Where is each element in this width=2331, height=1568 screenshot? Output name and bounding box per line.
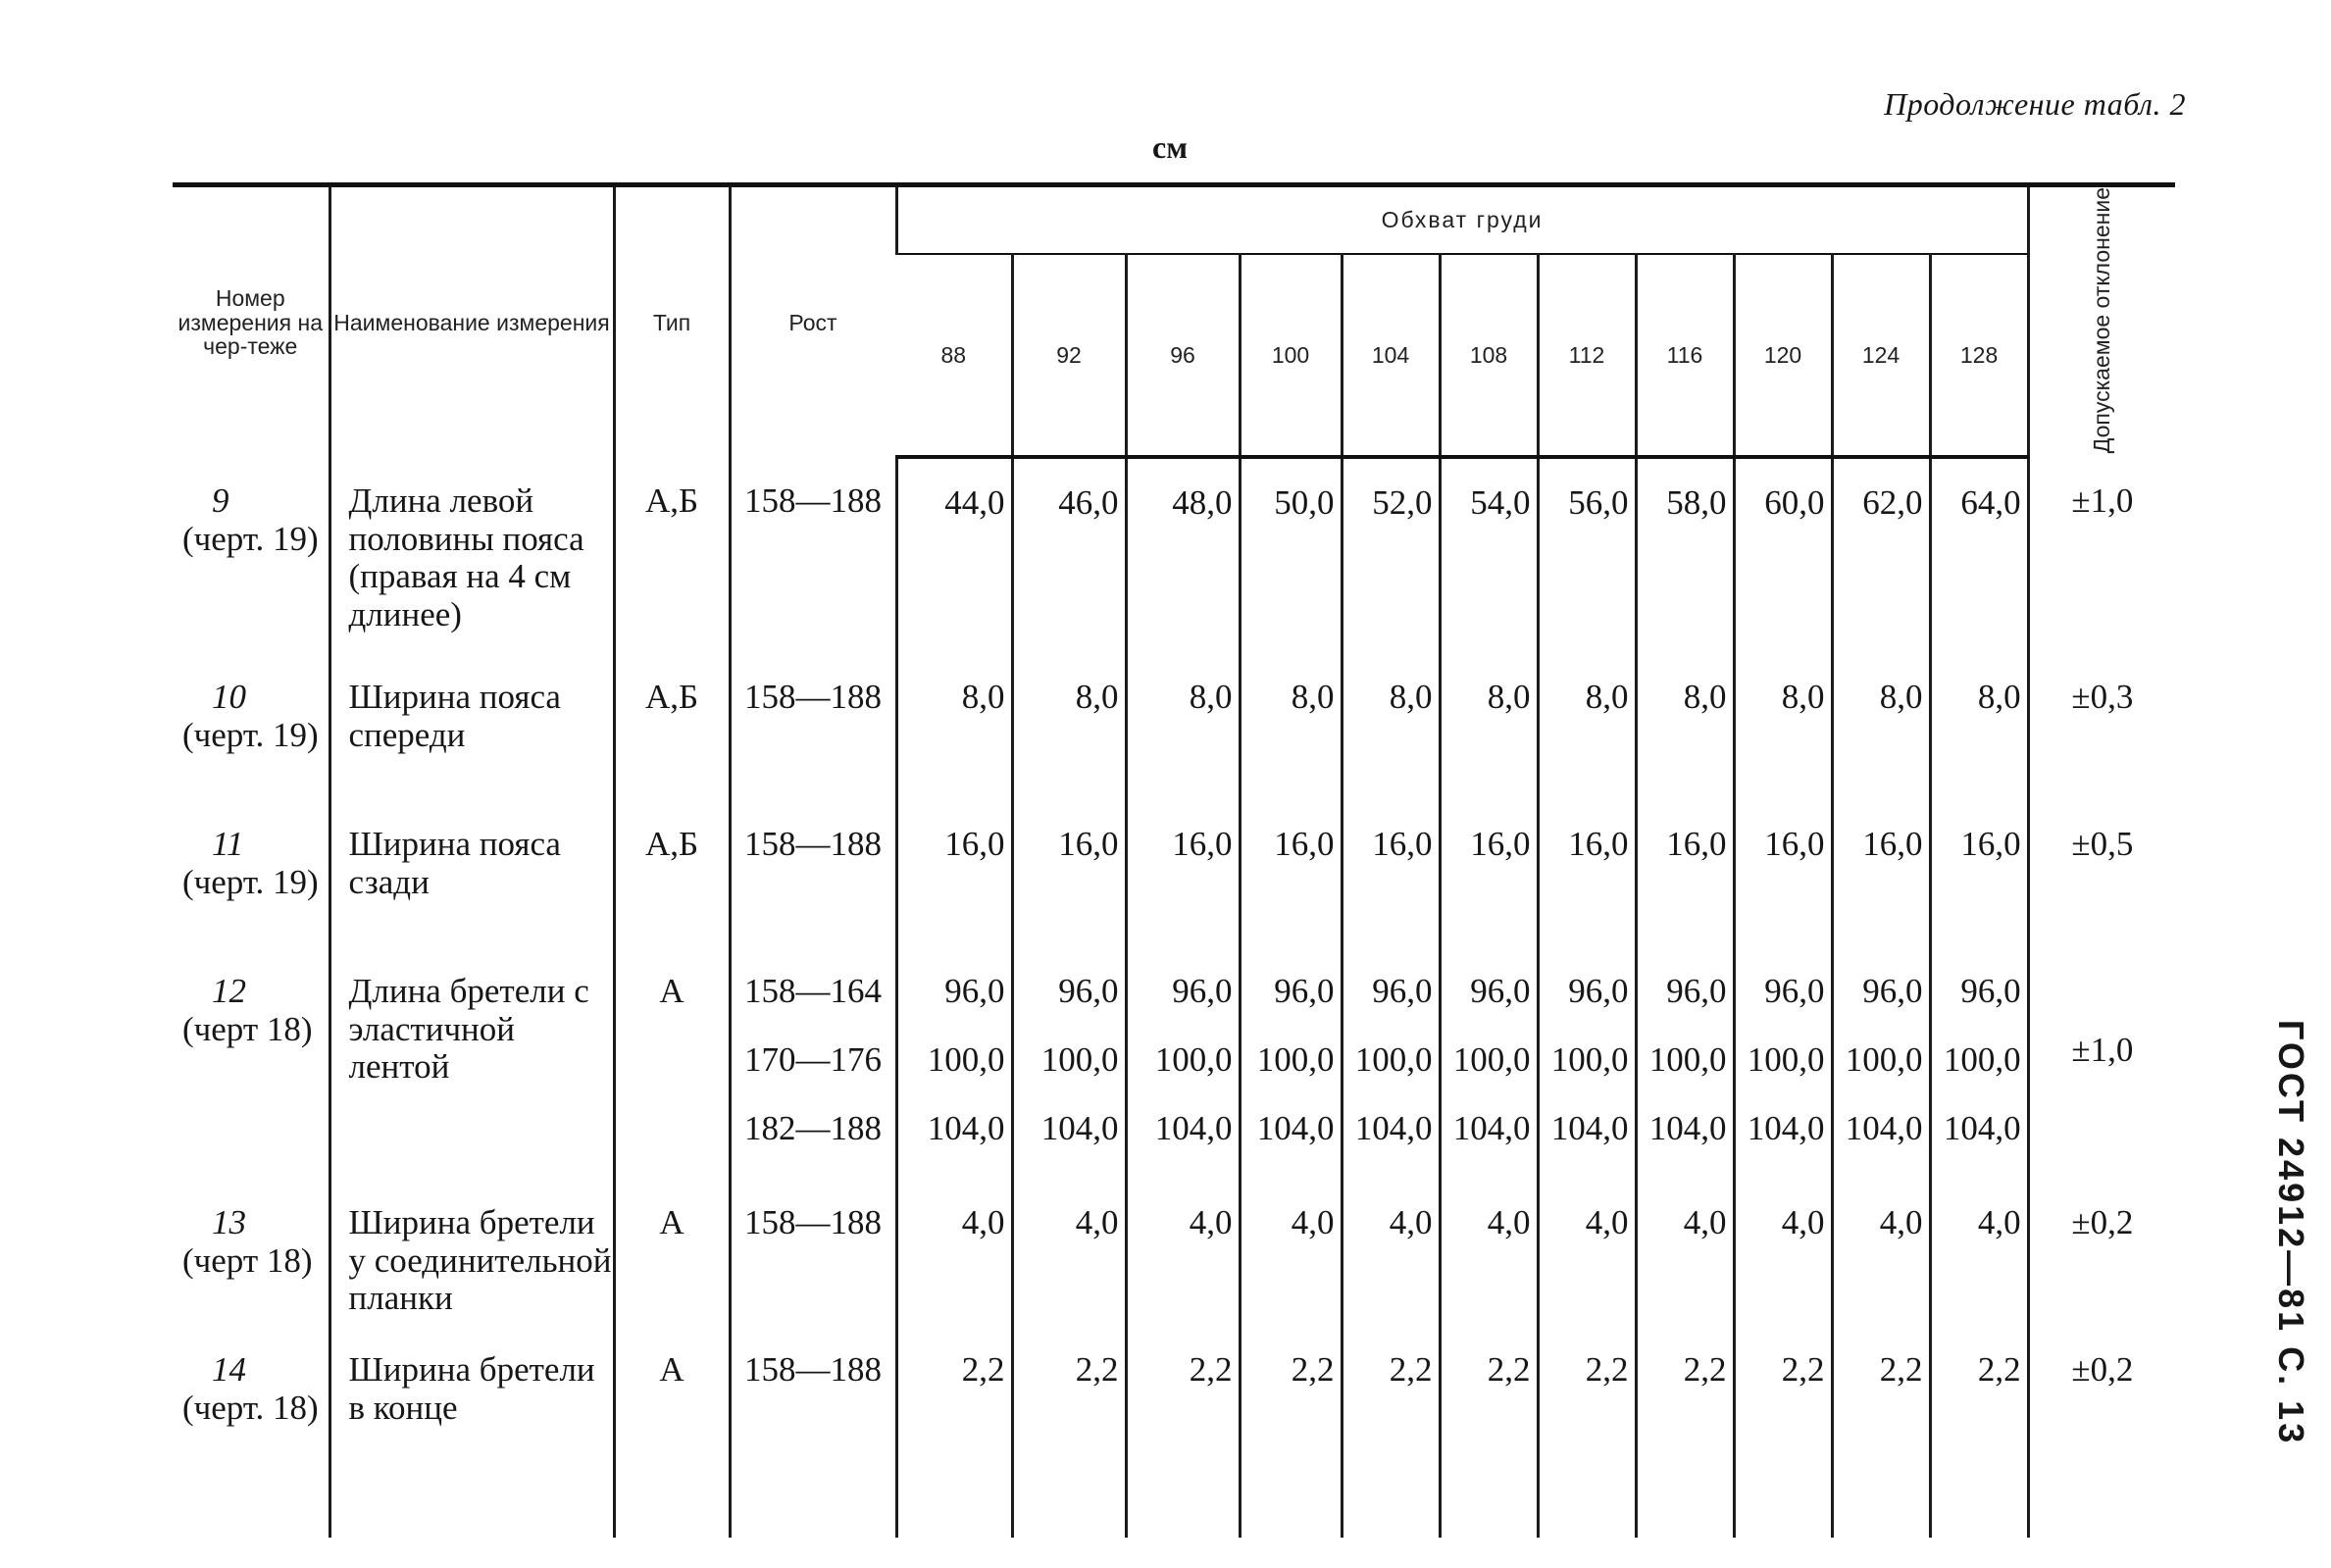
measurement-name: Ширина пояса спереди (329, 653, 614, 800)
size-value-text: 104,0 (1845, 1109, 1923, 1148)
side-stamp: ГОСТ 24912—81 С. 13 (2271, 1020, 2311, 1446)
size-value (1012, 947, 1126, 1179)
size-value-text: 56,0 (1568, 483, 1629, 523)
drawing-reference: (черт. 19) (182, 862, 319, 901)
measurements-table (173, 182, 2175, 1538)
size-value-text: 96,0 (1470, 972, 1531, 1011)
tolerance-text: ±0,2 (2071, 1350, 2134, 1390)
size-value-text: 4,0 (1487, 1203, 1531, 1242)
size-value-text: 96,0 (1172, 972, 1233, 1011)
size-value (896, 800, 1012, 947)
size-value-text: 2,2 (1291, 1350, 1335, 1390)
table-header (173, 185, 2175, 458)
size-value-text: 100,0 (1943, 1040, 2021, 1080)
size-value (1440, 653, 1538, 800)
size-value-text: 2,2 (1075, 1350, 1119, 1390)
size-value (1440, 1326, 1538, 1538)
size-value (1342, 653, 1440, 800)
tolerance-text: ±1,0 (2071, 1031, 2134, 1070)
size-value-text: 16,0 (1058, 825, 1119, 864)
measurement-number (173, 947, 329, 1179)
size-value (1930, 1179, 2028, 1326)
size-value-text: 8,0 (1291, 678, 1335, 717)
size-value (1440, 1179, 1538, 1326)
measurement-name: Длина бретели с эластичной лентой (329, 947, 614, 1179)
size-value-text: 8,0 (1683, 678, 1727, 717)
size-value-text: 50,0 (1274, 483, 1335, 523)
size-value (1734, 947, 1832, 1179)
height-range-value: 158—188 (744, 1203, 882, 1242)
size-value-text: 16,0 (1568, 825, 1629, 864)
size-value (1636, 947, 1734, 1179)
tolerance-value (2028, 1326, 2175, 1538)
drawing-reference: (черт 18) (182, 1240, 313, 1280)
size-value (1930, 1326, 2028, 1538)
size-value (1930, 653, 2028, 800)
size-value-text: 96,0 (1960, 972, 2021, 1011)
size-value-text: 96,0 (1862, 972, 1923, 1011)
size-value (1832, 800, 1930, 947)
size-value (1440, 457, 1538, 653)
drawing-reference: (черт 18) (182, 1009, 313, 1048)
size-value-text: 16,0 (1862, 825, 1923, 864)
size-value-text: 16,0 (1666, 825, 1727, 864)
size-value-text: 16,0 (1274, 825, 1335, 864)
size-value (1832, 653, 1930, 800)
size-value-text: 104,0 (1943, 1109, 2021, 1148)
size-value-text: 4,0 (1585, 1203, 1629, 1242)
size-value-text: 8,0 (961, 678, 1005, 717)
size-value-text: 64,0 (1960, 483, 2021, 523)
size-value (1126, 1326, 1240, 1538)
table-row (173, 947, 2175, 1179)
height-range (730, 653, 896, 800)
size-value (1538, 653, 1636, 800)
size-value (1538, 947, 1636, 1179)
size-value (1636, 653, 1734, 800)
size-value-text: 16,0 (1764, 825, 1825, 864)
header-size: 124 (1832, 254, 1930, 457)
unit-label: см (1152, 129, 1188, 165)
size-value (1734, 800, 1832, 947)
size-value-text: 62,0 (1862, 483, 1923, 523)
header-size: 88 (896, 254, 1012, 457)
size-value (1126, 1179, 1240, 1326)
header-size: 96 (1126, 254, 1240, 457)
size-value (1440, 947, 1538, 1179)
table-row (173, 800, 2175, 947)
size-value (896, 457, 1012, 653)
size-value-text: 2,2 (1879, 1350, 1923, 1390)
size-value-text: 104,0 (927, 1109, 1005, 1148)
tolerance-text: ±1,0 (2071, 481, 2134, 521)
measurement-number-value: 10 (212, 678, 246, 717)
size-value-text: 100,0 (1256, 1040, 1335, 1080)
tolerance-text: ±0,3 (2071, 678, 2134, 717)
size-value-text: 100,0 (1747, 1040, 1825, 1080)
garment-type: А,Б (614, 653, 730, 800)
height-range (730, 800, 896, 947)
size-value-text: 8,0 (1977, 678, 2021, 717)
garment-type: А (614, 1326, 730, 1538)
size-value (896, 947, 1012, 1179)
header-size: 104 (1342, 254, 1440, 457)
size-value-text: 104,0 (1040, 1109, 1119, 1148)
tolerance-value (2028, 947, 2175, 1179)
size-value (1126, 947, 1240, 1179)
garment-type: А,Б (614, 457, 730, 653)
measurement-number (173, 800, 329, 947)
size-value-text: 104,0 (1354, 1109, 1433, 1148)
measurement-number (173, 1326, 329, 1538)
height-range (730, 457, 896, 653)
tolerance-text: ±0,2 (2071, 1203, 2134, 1242)
size-value-text: 52,0 (1372, 483, 1433, 523)
size-value (1832, 457, 1930, 653)
size-value (1342, 800, 1440, 947)
header-size: 120 (1734, 254, 1832, 457)
size-value (1930, 947, 2028, 1179)
measurement-name: Длина левой половины пояса (правая на 4 см длинее) (329, 457, 614, 653)
table-row (173, 1179, 2175, 1326)
size-value-text: 104,0 (1256, 1109, 1335, 1148)
table-row (173, 653, 2175, 800)
size-value (1734, 1179, 1832, 1326)
size-value-text: 2,2 (1389, 1350, 1433, 1390)
size-value (1440, 800, 1538, 947)
height-range-value: 158—188 (744, 1350, 882, 1390)
measurement-number-value: 14 (212, 1350, 246, 1390)
size-value-text: 54,0 (1470, 483, 1531, 523)
measurement-name: Ширина бретели в конце (329, 1326, 614, 1538)
size-value (1240, 653, 1342, 800)
header-name: Наименование измерения (329, 185, 614, 458)
header-number: Номер измерения на чер-теже (173, 185, 329, 458)
size-value (1930, 457, 2028, 653)
size-value-text: 8,0 (1075, 678, 1119, 717)
size-value-text: 4,0 (1389, 1203, 1433, 1242)
size-value (1342, 947, 1440, 1179)
garment-type: А (614, 947, 730, 1179)
size-value-text: 4,0 (1683, 1203, 1727, 1242)
header-chest-girth: Обхват груди (896, 185, 2028, 255)
measurement-number-value: 9 (212, 481, 229, 521)
size-value (1240, 800, 1342, 947)
size-value-text: 16,0 (944, 825, 1005, 864)
size-value-text: 58,0 (1666, 483, 1727, 523)
size-value (1832, 947, 1930, 1179)
size-value-text: 8,0 (1487, 678, 1531, 717)
header-size: 92 (1012, 254, 1126, 457)
size-value (1126, 800, 1240, 947)
size-value (1734, 457, 1832, 653)
size-value (1240, 947, 1342, 1179)
height-range-value: 158—188 (744, 678, 882, 717)
size-value (1734, 1326, 1832, 1538)
size-value (1538, 800, 1636, 947)
size-value-text: 4,0 (1291, 1203, 1335, 1242)
size-value (1832, 1179, 1930, 1326)
header-size: 116 (1636, 254, 1734, 457)
height-range-value: 158—188 (744, 481, 882, 521)
size-value-text: 2,2 (1585, 1350, 1629, 1390)
size-value (1636, 800, 1734, 947)
size-value-text: 8,0 (1781, 678, 1825, 717)
size-value-text: 2,2 (961, 1350, 1005, 1390)
table-row (173, 1326, 2175, 1538)
table-row (173, 457, 2175, 653)
size-value (1012, 653, 1126, 800)
size-value-text: 100,0 (1040, 1040, 1119, 1080)
size-value (1636, 1326, 1734, 1538)
size-value-text: 4,0 (961, 1203, 1005, 1242)
size-value-text: 96,0 (1666, 972, 1727, 1011)
size-value-text: 100,0 (1154, 1040, 1233, 1080)
size-value (1012, 1326, 1126, 1538)
size-value (1240, 1179, 1342, 1326)
size-value (1342, 1326, 1440, 1538)
size-value (1012, 457, 1126, 653)
size-value-text: 104,0 (1154, 1109, 1233, 1148)
height-range (730, 1326, 896, 1538)
size-value-text: 16,0 (1372, 825, 1433, 864)
size-value (1734, 653, 1832, 800)
size-value (1012, 800, 1126, 947)
size-value (1342, 1179, 1440, 1326)
size-value (1240, 457, 1342, 653)
size-value-text: 8,0 (1389, 678, 1433, 717)
header-size: 128 (1930, 254, 2028, 457)
size-value-text: 4,0 (1977, 1203, 2021, 1242)
size-value-text: 104,0 (1747, 1109, 1825, 1148)
size-value-text: 100,0 (1452, 1040, 1531, 1080)
header-height: Рост (730, 185, 896, 458)
size-value-text: 104,0 (1452, 1109, 1531, 1148)
size-value-text: 60,0 (1764, 483, 1825, 523)
height-range-value: 182—188 (744, 1109, 882, 1148)
size-value-text: 4,0 (1879, 1203, 1923, 1242)
header-size: 100 (1240, 254, 1342, 457)
size-value (896, 653, 1012, 800)
height-range-value: 170—176 (744, 1040, 882, 1080)
measurement-number (173, 653, 329, 800)
size-value-text: 8,0 (1879, 678, 1923, 717)
size-value-text: 4,0 (1189, 1203, 1233, 1242)
measurement-number-value: 13 (212, 1203, 246, 1242)
size-value-text: 96,0 (1274, 972, 1335, 1011)
measurement-number (173, 457, 329, 653)
size-value-text: 96,0 (944, 972, 1005, 1011)
size-value (1240, 1326, 1342, 1538)
header-size: 112 (1538, 254, 1636, 457)
size-value (1126, 653, 1240, 800)
size-value (1636, 457, 1734, 653)
size-value (1538, 1179, 1636, 1326)
measurement-number (173, 1179, 329, 1326)
size-value-text: 2,2 (1977, 1350, 2021, 1390)
garment-type: А (614, 1179, 730, 1326)
size-value-text: 4,0 (1075, 1203, 1119, 1242)
size-value-text: 96,0 (1058, 972, 1119, 1011)
size-value-text: 4,0 (1781, 1203, 1825, 1242)
size-value (1636, 1179, 1734, 1326)
header-size: 108 (1440, 254, 1538, 457)
drawing-reference: (черт. 18) (182, 1388, 319, 1427)
size-value-text: 44,0 (944, 483, 1005, 523)
tolerance-value (2028, 653, 2175, 800)
table-body (173, 457, 2175, 1538)
size-value-text: 16,0 (1470, 825, 1531, 864)
size-value-text: 8,0 (1189, 678, 1233, 717)
height-range (730, 1179, 896, 1326)
size-value-text: 48,0 (1172, 483, 1233, 523)
size-value-text: 16,0 (1960, 825, 2021, 864)
size-value-text: 46,0 (1058, 483, 1119, 523)
size-value-text: 2,2 (1781, 1350, 1825, 1390)
size-value-text: 2,2 (1683, 1350, 1727, 1390)
size-value-text: 100,0 (1354, 1040, 1433, 1080)
size-value (1126, 457, 1240, 653)
size-value-text: 100,0 (1648, 1040, 1727, 1080)
size-value-text: 100,0 (927, 1040, 1005, 1080)
size-value (1832, 1326, 1930, 1538)
measurement-number-value: 11 (212, 825, 244, 864)
size-value (896, 1326, 1012, 1538)
header-tolerance (2028, 185, 2175, 458)
size-value-text: 2,2 (1189, 1350, 1233, 1390)
height-range-value: 158—164 (744, 972, 882, 1011)
size-value-text: 8,0 (1585, 678, 1629, 717)
measurement-number-value: 12 (212, 972, 246, 1011)
height-range (730, 947, 896, 1179)
size-value-text: 96,0 (1764, 972, 1825, 1011)
size-value (1930, 800, 2028, 947)
header-type: Тип (614, 185, 730, 458)
tolerance-value (2028, 800, 2175, 947)
size-value (1538, 1326, 1636, 1538)
tolerance-value (2028, 457, 2175, 653)
measurement-name: Ширина пояса сзади (329, 800, 614, 947)
tolerance-text: ±0,5 (2071, 825, 2134, 864)
size-value (1012, 1179, 1126, 1326)
tolerance-value (2028, 1179, 2175, 1326)
measurement-name: Ширина бретели у соединительной планки (329, 1179, 614, 1326)
size-value-text: 2,2 (1487, 1350, 1531, 1390)
drawing-reference: (черт. 19) (182, 715, 319, 754)
header-tolerance-text: Допускаемое отклонение (2089, 187, 2115, 454)
size-value (1342, 457, 1440, 653)
size-value-text: 96,0 (1568, 972, 1629, 1011)
size-value (896, 1179, 1012, 1326)
size-value-text: 16,0 (1172, 825, 1233, 864)
height-range-value: 158—188 (744, 825, 882, 864)
size-value-text: 100,0 (1845, 1040, 1923, 1080)
size-value-text: 96,0 (1372, 972, 1433, 1011)
size-value-text: 104,0 (1648, 1109, 1727, 1148)
drawing-reference: (черт. 19) (182, 519, 319, 558)
size-value-text: 104,0 (1550, 1109, 1629, 1148)
garment-type: А,Б (614, 800, 730, 947)
size-value-text: 100,0 (1550, 1040, 1629, 1080)
size-value (1538, 457, 1636, 653)
continuation-caption: Продолжение табл. 2 (1884, 86, 2186, 122)
